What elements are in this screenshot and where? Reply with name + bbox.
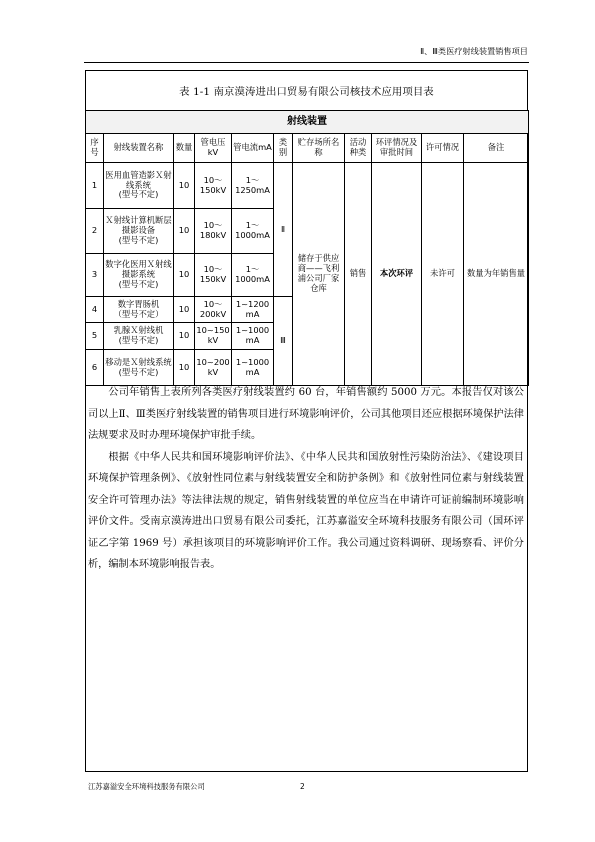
- body-text: [88, 382, 524, 576]
- row-voltage: 10~200 kV: [195, 350, 232, 386]
- row-voltage: 10～ 180kV: [195, 209, 232, 254]
- row-no: 6: [86, 350, 104, 386]
- row-no: 5: [86, 323, 104, 350]
- row-current: 1~1200 mA: [232, 297, 274, 323]
- row-current: 1～ 1000mA: [232, 209, 274, 254]
- row-qty: 10: [174, 254, 195, 297]
- header-remark: 备注: [464, 134, 529, 163]
- row-name: Ｘ射线计算机断层摄影设备 (型号不定): [104, 209, 174, 254]
- eia-status-cell: 本次环评: [372, 163, 422, 386]
- paragraph-legal-basis: 根据《中华人民共和国环境影响评价法》、《中华人民共和国放射性污染防治法》、《建设项目环境保护管理条例》、《放射性同位素与射线装置安全和防护条例》和《放射性同位素与射线装置安全许可管理办法》等法律法规的规定，销售射线装置的单位应当在申请许可证前编制环境影响评价文件。受南京漠涛进出口贸易有限公司委托，江苏嘉溢安全环境科技服务有限公司（国环评证乙字第 1969 号）承担该项目的环境影响评价工作。我公司通过资料调研、现场察看、评价分析，编制本环境影响报告表。: [88, 451, 524, 570]
- header-license: 许可情况: [422, 134, 464, 163]
- table-caption: 表 1-1 南京漠涛进出口贸易有限公司核技术应用项目表: [179, 86, 434, 98]
- row-name: 数字胃肠机 （型号不定）: [104, 297, 174, 323]
- row-current: 1~1000 mA: [232, 350, 274, 386]
- row-voltage: 10～ 150kV: [195, 163, 232, 209]
- row-name: 乳腺Ｘ射线机 (型号不定): [104, 323, 174, 350]
- row-current: 1~1000 mA: [232, 323, 274, 350]
- category-iii-cell: Ⅲ: [274, 297, 293, 386]
- row-name: 移动是Ｘ射线系统 (型号不定): [104, 350, 174, 386]
- header-no: 序号: [86, 134, 104, 163]
- row-qty: 10: [174, 323, 195, 350]
- page-number: 2: [300, 782, 305, 791]
- row-current: 1～ 1250mA: [232, 163, 274, 209]
- activity-cell: 销售: [345, 163, 372, 386]
- table-group-title: 射线装置: [86, 111, 529, 134]
- paragraph-sales-summary: 公司年销售上表所列各类医疗射线装置约 60 台，年销售额约 5000 万元。本报告仅对该公司以上Ⅱ、Ⅲ类医疗射线装置的销售项目进行环境影响评价，公司其他项目还应根据环境保护法律法规要求及时办理环境保护审批手续。: [88, 387, 524, 441]
- header-voltage: 管电压kV: [195, 134, 232, 163]
- header-activity: 活动种类: [345, 134, 372, 163]
- header-current: 管电流mA: [232, 134, 274, 163]
- row-voltage: 10～ 150kV: [195, 254, 232, 297]
- running-header: Ⅱ、Ⅲ类医疗射线装置销售项目: [420, 46, 528, 56]
- project-table: [85, 110, 529, 386]
- row-name: 数字化医用Ｘ射线摄影系统 (型号不定): [104, 254, 174, 297]
- row-qty: 10: [174, 297, 195, 323]
- row-qty: 10: [174, 350, 195, 386]
- row-voltage: 10～ 200kV: [195, 297, 232, 323]
- row-voltage: 10~150 kV: [195, 323, 232, 350]
- row-no: 1: [86, 163, 104, 209]
- header-qty: 数量: [174, 134, 195, 163]
- row-qty: 10: [174, 163, 195, 209]
- table-header-row: [86, 134, 529, 163]
- row-qty: 10: [174, 209, 195, 254]
- header-storage: 贮存场所名称: [293, 134, 345, 163]
- header-rule: [84, 62, 529, 63]
- row-no: 4: [86, 297, 104, 323]
- header-category: 类别: [274, 134, 293, 163]
- license-cell: 未许可: [422, 163, 464, 386]
- category-ii-cell: Ⅱ: [274, 163, 293, 297]
- row-name: 医用血管造影Ｘ射线系统 (型号不定): [104, 163, 174, 209]
- table-row: [86, 163, 529, 209]
- row-current: 1～ 1000mA: [232, 254, 274, 297]
- storage-cell: 储存于供应商——飞利浦公司厂家仓库: [293, 163, 345, 386]
- row-no: 2: [86, 209, 104, 254]
- row-no: 3: [86, 254, 104, 297]
- footer-org: 江苏嘉溢安全环境科技服务有限公司: [88, 782, 205, 791]
- remark-cell: 数量为年销售量: [464, 163, 529, 386]
- header-eia: 环评情况及审批时间: [372, 134, 422, 163]
- header-name: 射线装置名称: [104, 134, 174, 163]
